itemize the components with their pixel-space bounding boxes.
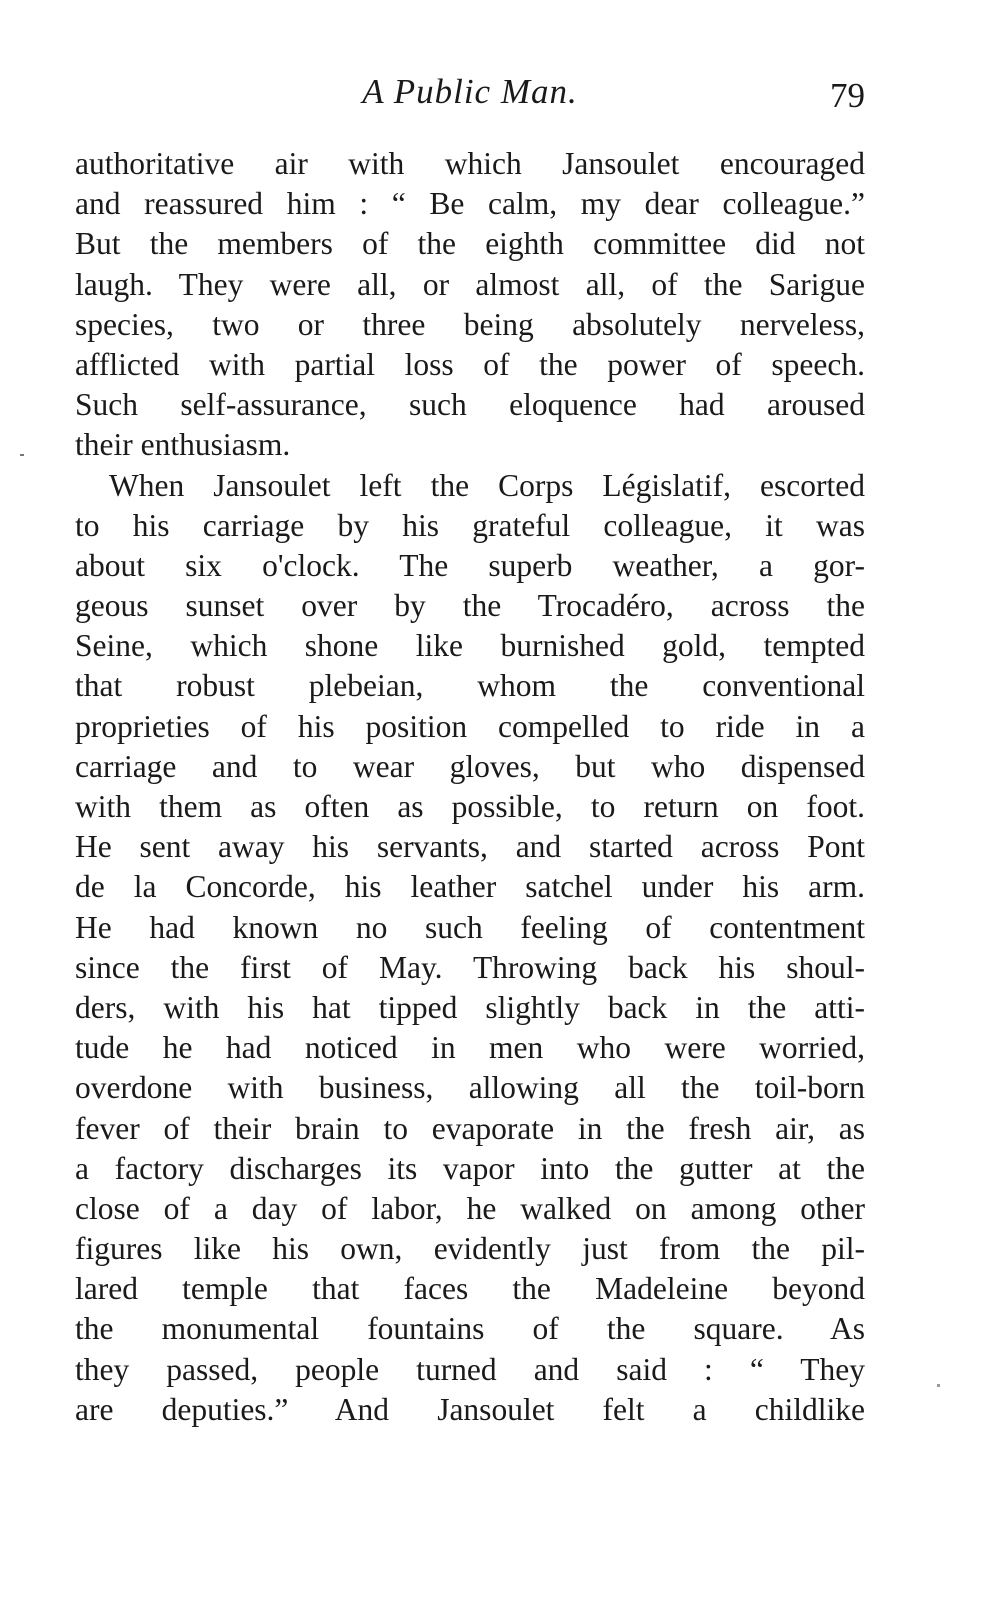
running-head (75, 72, 865, 122)
text-line: Seine, which shone like burnished gold, tempted (75, 628, 865, 664)
text-line: lared temple that faces the Madeleine beyond (75, 1271, 865, 1307)
text-line: But the members of the eighth committee did not (75, 226, 865, 262)
text-line: fever of their brain to evaporate in the fresh air, as (75, 1110, 865, 1146)
text-line: close of a day of labor, he walked on among other (75, 1190, 865, 1226)
margin-mark (20, 454, 24, 456)
text-line: He had known no such feeling of contentment (75, 909, 865, 945)
text-line: afflicted with partial loss of the power of speech. (75, 346, 865, 382)
text-line: they passed, people turned and said : “ They (75, 1351, 865, 1387)
text-line: overdone with business, allowing all the toil-born (75, 1070, 865, 1106)
text-line: are deputies.” And Jansoulet felt a childlike (75, 1391, 865, 1427)
text-line: authoritative air with which Jansoulet encouraged (75, 146, 865, 181)
text-line: ders, with his hat tipped slightly back in the atti- (75, 989, 865, 1025)
text-line: a factory discharges its vapor into the gutter at the (75, 1150, 865, 1186)
text-line: since the first of May. Throwing back his shoul- (75, 949, 865, 985)
text-line: de la Concorde, his leather satchel under his arm. (75, 869, 865, 905)
text-line: proprieties of his position compelled to ride in a (75, 708, 865, 744)
running-title: A Public Man. (362, 72, 578, 111)
text-line: carriage and to wear gloves, but who dispensed (75, 748, 865, 784)
text-line: figures like his own, evidently just from the pil- (75, 1231, 865, 1267)
text-line: with them as often as possible, to return on foot. (75, 789, 865, 824)
text-line: their enthusiasm. (75, 427, 291, 463)
text-line: and reassured him : “ Be calm, my dear colleague.” (75, 186, 865, 222)
text-line: the monumental fountains of the square. As (75, 1311, 865, 1347)
text-line: about six o'clock. The superb weather, a gor- (75, 547, 865, 583)
text-line: geous sunset over by the Trocadéro, across the (75, 588, 865, 624)
text-line: When Jansoulet left the Corps Législatif, escorted (109, 467, 865, 503)
text-line: Such self-assurance, such eloquence had aroused (75, 387, 865, 423)
body-text (75, 144, 865, 1430)
margin-speck (937, 1384, 940, 1387)
text-line: laugh. They were all, or almost all, of the Sarigue (75, 266, 865, 302)
text-line: He sent away his servants, and started across Pont (75, 829, 865, 865)
text-line: species, two or three being absolutely nerveless, (75, 306, 865, 342)
text-line: that robust plebeian, whom the conventional (75, 668, 865, 704)
page-number: 79 (830, 76, 865, 115)
text-line: to his carriage by his grateful colleague, it was (75, 507, 865, 543)
text-line: tude he had noticed in men who were worried, (75, 1030, 865, 1066)
